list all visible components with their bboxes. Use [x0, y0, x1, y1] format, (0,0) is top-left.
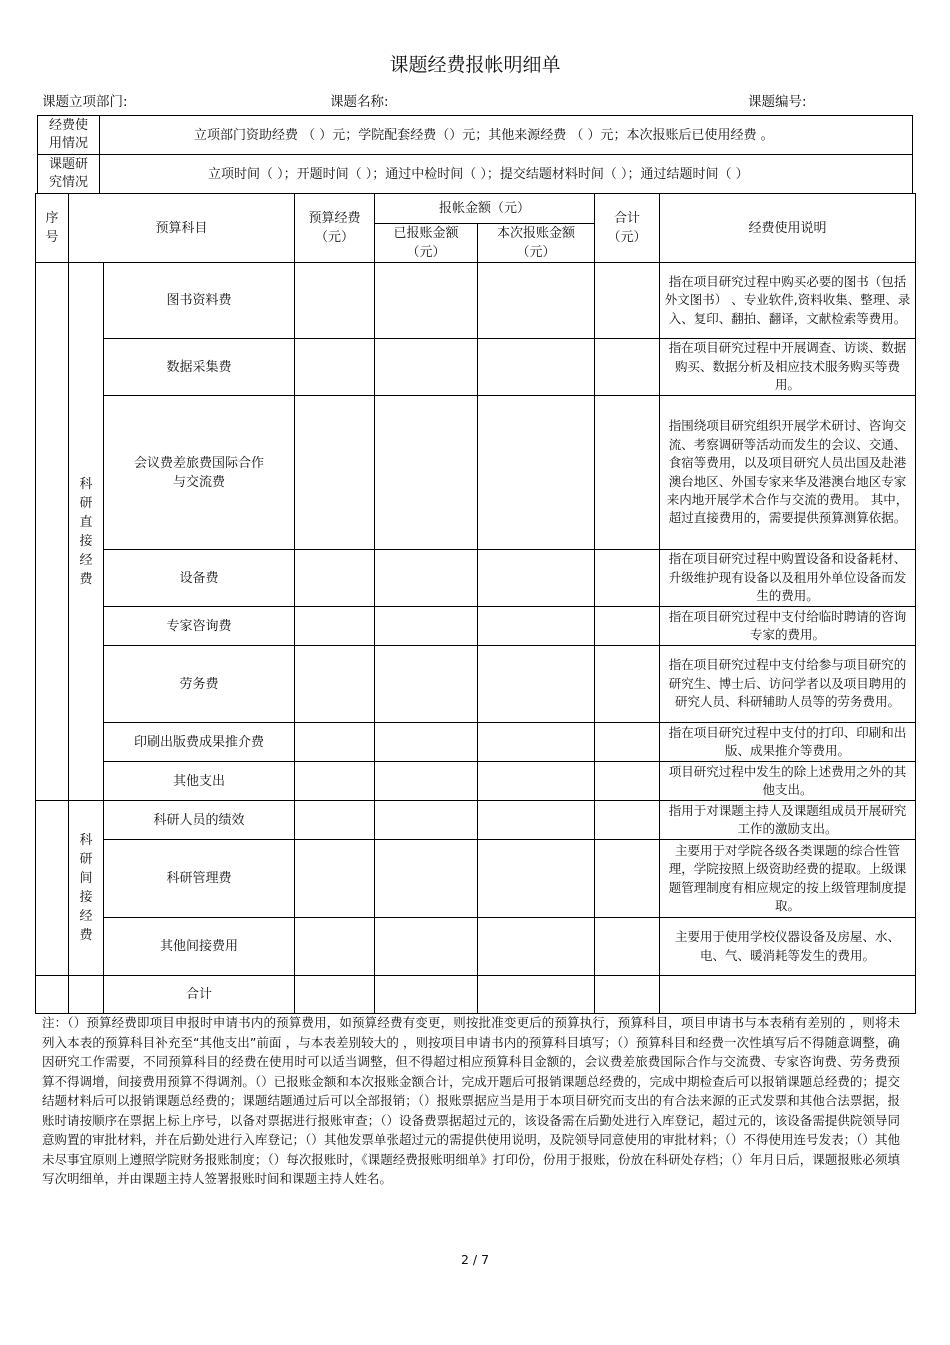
seq-cell[interactable]	[36, 976, 69, 1014]
row-item: 科研人员的绩效	[104, 801, 295, 840]
budget-cell[interactable]	[295, 801, 375, 840]
row-desc: 指在项目研究过程中开展调查、访谈、数据购买、数据分析及相应技术服务购买等费用。	[660, 339, 916, 396]
done-cell[interactable]	[375, 801, 478, 840]
done-cell[interactable]	[375, 607, 478, 646]
row-desc: 主要用于对学院各级各类课题的综合性管理，学院按照上级资助经费的提取。上级课题管理制度有相应规定的按上级管理制度提取。	[660, 840, 916, 918]
done-total-cell[interactable]	[375, 976, 478, 1014]
done-cell[interactable]	[375, 918, 478, 976]
budget-cell[interactable]	[295, 840, 375, 918]
table-row	[36, 918, 916, 976]
now-cell[interactable]	[478, 762, 595, 801]
row-desc: 主要用于使用学校仪器设备及房屋、水、电、气、暖消耗等发生的费用。	[660, 918, 916, 976]
page-number: 2 / 7	[460, 1252, 490, 1267]
row-item: 会议费差旅费国际合作与交流费	[104, 396, 295, 550]
group-direct: 科研直接经费	[69, 263, 104, 801]
total-cell[interactable]	[595, 840, 660, 918]
page-title: 课题经费报帐明细单	[389, 54, 561, 76]
total-cell[interactable]	[595, 723, 660, 762]
now-cell[interactable]	[478, 396, 595, 550]
now-cell[interactable]	[478, 550, 595, 607]
total-cell[interactable]	[595, 646, 660, 723]
total-cell[interactable]	[595, 762, 660, 801]
row-desc: 指用于对课题主持人及课题组成员开展研究工作的激励支出。	[660, 801, 916, 840]
budget-cell[interactable]	[295, 263, 375, 339]
table-row	[36, 646, 916, 723]
research-status-label: 课题研究情况	[38, 155, 100, 194]
total-cell[interactable]	[595, 607, 660, 646]
row-desc: 指在项目研究过程中支付的打印、印刷和出版、成果推介等费用。	[660, 723, 916, 762]
info-table	[37, 115, 913, 194]
table-row	[36, 607, 916, 646]
research-status-field[interactable]: 立项时间（ ）；开题时间（ ）；通过中检时间（ ）；提交结题材料时间（ ）；通过结题时间（ ）	[100, 155, 913, 194]
row-item: 科研管理费	[104, 840, 295, 918]
done-cell[interactable]	[375, 723, 478, 762]
now-cell[interactable]	[478, 801, 595, 840]
table-row	[36, 840, 916, 918]
budget-cell[interactable]	[295, 918, 375, 976]
col-header-done: 已报账金额（元）	[375, 224, 478, 263]
group-cell	[69, 976, 104, 1014]
budget-table	[35, 193, 916, 1014]
col-header-desc: 经费使用说明	[660, 194, 916, 263]
seq-cell[interactable]	[36, 801, 69, 976]
row-item: 数据采集费	[104, 339, 295, 396]
row-desc: 指在项目研究过程中支付给临时聘请的咨询专家的费用。	[660, 607, 916, 646]
project-number-label: 课题编号:	[748, 94, 807, 110]
row-desc: 指在项目研究过程中购置设备和设备耗材、升级维护现有设备以及租用外单位设备而发生的费用。	[660, 550, 916, 607]
budget-cell[interactable]	[295, 723, 375, 762]
total-cell[interactable]	[595, 550, 660, 607]
desc-total-cell[interactable]	[660, 976, 916, 1014]
total-cell[interactable]	[595, 339, 660, 396]
row-item: 专家咨询费	[104, 607, 295, 646]
seq-cell[interactable]	[36, 263, 69, 801]
col-header-seq: 序号	[36, 194, 69, 263]
done-cell[interactable]	[375, 339, 478, 396]
table-row	[36, 550, 916, 607]
budget-cell[interactable]	[295, 762, 375, 801]
table-row	[36, 801, 916, 840]
fund-usage-field[interactable]: 立项部门资助经费 （ ）元；学院配套经费（）元；其他来源经费 （ ）元；本次报账后已使用经费 。	[100, 116, 913, 155]
budget-cell[interactable]	[295, 550, 375, 607]
now-cell[interactable]	[478, 263, 595, 339]
col-header-item: 预算科目	[69, 194, 295, 263]
group-indirect: 科研间接经费	[69, 801, 104, 976]
now-cell[interactable]	[478, 646, 595, 723]
budget-cell[interactable]	[295, 646, 375, 723]
now-cell[interactable]	[478, 840, 595, 918]
col-header-budget: 预算经费（元）	[295, 194, 375, 263]
row-desc: 指在项目研究过程中支付给参与项目研究的研究生、博士后、访问学者以及项目聘用的研究人员、科研辅助人员等的劳务费用。	[660, 646, 916, 723]
row-desc: 项目研究过程中发生的除上述费用之外的其他支出。	[660, 762, 916, 801]
total-label: 合计	[104, 976, 295, 1014]
footnote: 注：（）预算经费即项目申报时申请书内的预算费用，如预算经费有变更，则按批准变更后的预算执行，预算科目，项目申请书与本表稍有差别的 ，则将未列入本表的预算科目补充至“其他支出”前面 ，与本表差别较大的 ，则按项目申请书内的预算科目填写；（）预算科目和经费一次性填写后不得随意调整，确因研究工作需要，不同预算科目的经费在使用时可以适当调整，但不得超过相应预算科目金额的，会议费差旅费国际合作与交流费、专家咨询费、劳务费预算不得调增，间接费用预算不得调剂。（）已报账金额和本次报账金额合计，完成开题后可报销课题总经费的，完成中期检查后可以报销课题总经费的；提交结题材料后可以报销课题总经费的；课题结题通过后可以全部报销；（）报账票据应当是用于本项目研究而支出的有合法来源的正式发票和其他合法票据，报账时请按顺序在票据上标上序号，以备对票据进行报账审查；（）设备费票据超过元的，该设备需在后勤处进行入库登记，超过元的，该设备需提供院领导同意购置的审批材料，并在后勤处进行入库登记；（）其他发票单张超过元的需提供使用说明，及院领导同意使用的审批材料；（）不得使用连号发表；（）其他未尽事宜原则上遵照学院财务报账制度；（）每次报账时，《课题经费报账明细单》打印份，份用于报账，份放在科研处存档；（）年月日后，课题报账必须填写次明细单，并由课题主持人签署报账时间和课题主持人姓名。	[42, 1015, 900, 1186]
table-row	[36, 762, 916, 801]
col-header-total: 合计（元）	[595, 194, 660, 263]
now-cell[interactable]	[478, 918, 595, 976]
project-name-label: 课题名称:	[330, 94, 389, 110]
row-item: 印刷出版费成果推介费	[104, 723, 295, 762]
budget-cell[interactable]	[295, 607, 375, 646]
row-item: 设备费	[104, 550, 295, 607]
budget-cell[interactable]	[295, 396, 375, 550]
row-item: 图书资料费	[104, 263, 295, 339]
done-cell[interactable]	[375, 646, 478, 723]
done-cell[interactable]	[375, 550, 478, 607]
total-row	[36, 976, 916, 1014]
table-row	[36, 396, 916, 550]
row-desc: 指围绕项目研究组织开展学术研讨、咨询交流、考察调研等活动而发生的会议、交通、食宿等费用，以及项目研究人员出国及赴港澳台地区、外国专家来华及港澳台地区专家来内地开展学术合作与交流的费用。 其中，超过直接费用的，需要提供预算测算依据。	[660, 396, 916, 550]
row-item: 其他支出	[104, 762, 295, 801]
total-cell[interactable]	[595, 918, 660, 976]
total-cell[interactable]	[595, 396, 660, 550]
col-header-reimb: 报帐金额（元）	[375, 194, 595, 224]
done-cell[interactable]	[375, 396, 478, 550]
col-header-now: 本次报账金额（元）	[478, 224, 595, 263]
done-cell[interactable]	[375, 263, 478, 339]
budget-total-cell[interactable]	[295, 976, 375, 1014]
table-row	[36, 723, 916, 762]
row-item: 劳务费	[104, 646, 295, 723]
done-cell[interactable]	[375, 840, 478, 918]
total-cell[interactable]	[595, 263, 660, 339]
fund-usage-label: 经费使用情况	[38, 116, 100, 155]
now-total-cell[interactable]	[478, 976, 595, 1014]
now-cell[interactable]	[478, 339, 595, 396]
table-row	[36, 339, 916, 396]
now-cell[interactable]	[478, 723, 595, 762]
dept-label: 课题立项部门:	[42, 94, 128, 110]
grand-total-cell[interactable]	[595, 976, 660, 1014]
row-desc: 指在项目研究过程中购买必要的图书（包括外文图书） 、专业软件,资料收集、整理、录入、复印、翻拍、翻译，文献检索等费用。	[660, 263, 916, 339]
now-cell[interactable]	[478, 607, 595, 646]
table-row	[36, 263, 916, 339]
budget-cell[interactable]	[295, 339, 375, 396]
row-item: 其他间接费用	[104, 918, 295, 976]
done-cell[interactable]	[375, 762, 478, 801]
total-cell[interactable]	[595, 801, 660, 840]
